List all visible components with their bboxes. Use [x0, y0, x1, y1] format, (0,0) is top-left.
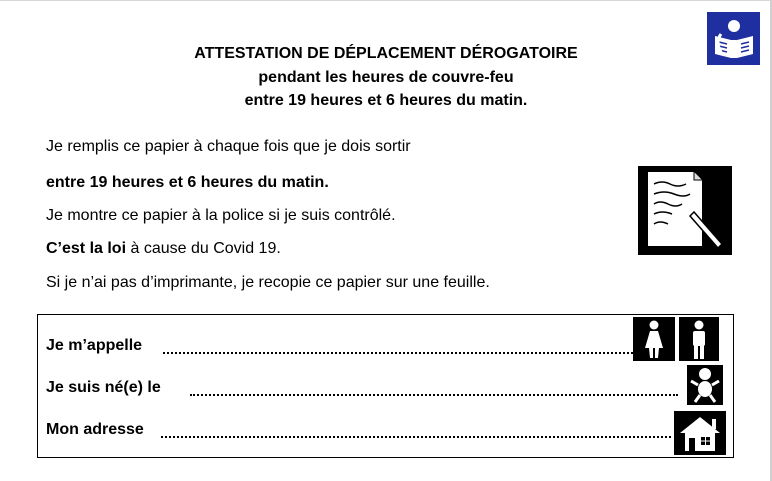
man-icon	[679, 317, 719, 361]
birth-date-field[interactable]	[190, 394, 678, 396]
instruction-line-2: entre 19 heures et 6 heures du matin.	[46, 174, 329, 191]
address-field[interactable]	[161, 436, 671, 438]
document-subtitle: pendant les heures de couvre-feu	[258, 69, 514, 86]
document-title: ATTESTATION DE DÉPLACEMENT DÉROGATOIRE	[194, 45, 578, 62]
instruction-line-5: Si je n’ai pas d’imprimante, je recopie ce papier sur une feuille.	[46, 274, 490, 291]
woman-icon	[633, 317, 675, 361]
law-reason: à cause du Covid 19.	[126, 240, 281, 257]
paper-with-pen-icon	[638, 166, 732, 255]
identity-form	[37, 314, 734, 458]
name-label: Je m’appelle	[46, 337, 143, 354]
top-border	[0, 0, 772, 1]
law-emphasis: C’est la loi	[46, 240, 127, 257]
instruction-line-4	[46, 240, 281, 258]
document-subtitle-hours: entre 19 heures et 6 heures du matin.	[244, 92, 528, 109]
baby-icon	[687, 365, 723, 405]
instruction-line-1: Je remplis ce papier à chaque fois que je dois sortir	[46, 138, 411, 155]
birth-date-label: Je suis né(e) le	[46, 379, 161, 396]
house-icon	[674, 411, 726, 455]
name-field[interactable]	[163, 352, 633, 354]
instruction-line-3: Je montre ce papier à la police si je suis contrôlé.	[46, 207, 396, 224]
address-label: Mon adresse	[46, 421, 144, 438]
